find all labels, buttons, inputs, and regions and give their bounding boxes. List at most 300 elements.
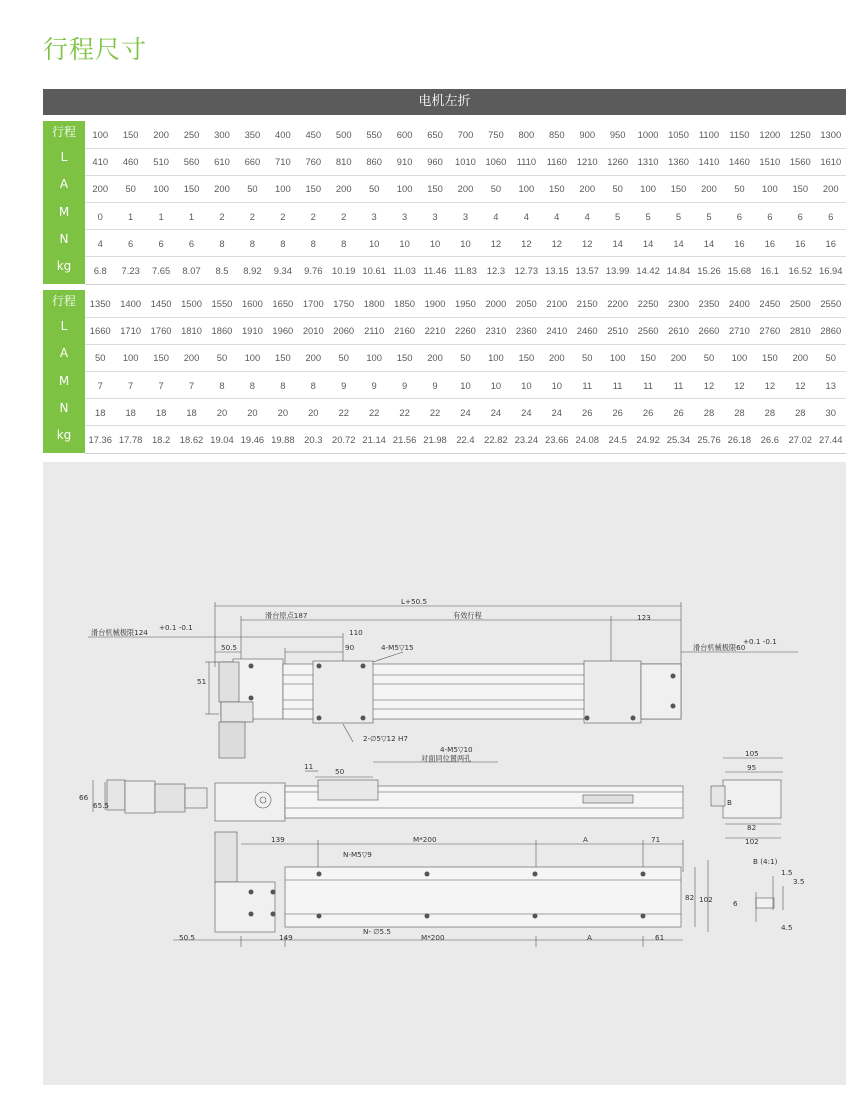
dim-m200-top: M*200 (413, 835, 437, 844)
drawing-panel (43, 462, 846, 1085)
cell-kg: 15.68 (724, 257, 754, 284)
label-opposite-holes: 对面同位置两孔 (421, 754, 472, 763)
cell-L: 1360 (663, 148, 693, 175)
cell-stroke: 2450 (755, 290, 785, 317)
label-m5-10-holes: 4-M5▽10 (440, 745, 473, 754)
dim-a-top: A (583, 835, 588, 844)
cell-M: 7 (85, 372, 115, 399)
cell-L: 2660 (694, 317, 724, 344)
cell-stroke: 750 (481, 121, 511, 148)
cell-N: 14 (663, 230, 693, 257)
cell-stroke: 500 (329, 121, 359, 148)
cell-A: 150 (389, 344, 419, 371)
cell-N: 28 (755, 399, 785, 426)
cell-kg: 18.62 (176, 426, 206, 453)
cell-stroke: 200 (146, 121, 176, 148)
cell-stroke: 2050 (511, 290, 541, 317)
cell-N: 18 (85, 399, 115, 426)
cell-M: 7 (115, 372, 145, 399)
cell-L: 1310 (633, 148, 663, 175)
cell-N: 26 (663, 399, 693, 426)
dim-50-5-top: 50.5 (221, 643, 238, 652)
cell-kg: 23.66 (542, 426, 572, 453)
cell-A: 50 (85, 344, 115, 371)
cell-A: 50 (602, 175, 632, 202)
cell-N: 22 (389, 399, 419, 426)
cell-L: 560 (176, 148, 206, 175)
cell-kg: 26.18 (724, 426, 754, 453)
cell-N: 10 (420, 230, 450, 257)
cell-L: 2210 (420, 317, 450, 344)
cell-L: 1810 (176, 317, 206, 344)
cell-L: 710 (268, 148, 298, 175)
cell-M: 12 (724, 372, 754, 399)
cell-N: 6 (115, 230, 145, 257)
cell-stroke: 2150 (572, 290, 602, 317)
cell-stroke: 1500 (176, 290, 206, 317)
cell-A: 200 (663, 344, 693, 371)
cell-M: 12 (785, 372, 815, 399)
cell-A: 150 (420, 175, 450, 202)
cell-stroke: 350 (237, 121, 267, 148)
cell-M: 8 (237, 372, 267, 399)
cell-M: 8 (207, 372, 237, 399)
cell-stroke: 850 (542, 121, 572, 148)
cell-stroke: 100 (85, 121, 115, 148)
cell-M: 0 (85, 203, 115, 230)
cell-M: 6 (755, 203, 785, 230)
dim-50: 50 (335, 767, 345, 776)
cell-L: 960 (420, 148, 450, 175)
cell-N: 8 (329, 230, 359, 257)
cell-A: 50 (115, 175, 145, 202)
cell-M: 10 (481, 372, 511, 399)
cell-N: 8 (207, 230, 237, 257)
cell-N: 26 (572, 399, 602, 426)
row-M (43, 203, 846, 230)
cell-M: 11 (633, 372, 663, 399)
cell-kg: 20.72 (329, 426, 359, 453)
dim-82-bottom: 82 (685, 893, 695, 902)
cell-kg: 14.84 (663, 257, 693, 284)
label-m5-holes: 4-M5▽15 (381, 643, 414, 652)
cell-A: 150 (176, 175, 206, 202)
cell-N: 12 (572, 230, 602, 257)
cell-A: 100 (481, 344, 511, 371)
cell-L: 2160 (389, 317, 419, 344)
cell-stroke: 2550 (816, 290, 847, 317)
section-banner: 电机左折 (43, 89, 846, 115)
cell-M: 5 (602, 203, 632, 230)
cell-M: 4 (481, 203, 511, 230)
cell-N: 12 (481, 230, 511, 257)
dim-82-end: 82 (747, 823, 757, 832)
row-A (43, 175, 846, 202)
dim-71: 71 (651, 835, 661, 844)
cell-M: 1 (146, 203, 176, 230)
cell-kg: 22.82 (481, 426, 511, 453)
dim-110: 110 (349, 628, 363, 637)
dimension-drawing (43, 462, 846, 1085)
row-label: 行程 (43, 290, 85, 317)
cell-L: 1960 (268, 317, 298, 344)
cell-kg: 7.65 (146, 257, 176, 284)
cell-A: 100 (146, 175, 176, 202)
cell-M: 12 (755, 372, 785, 399)
cell-M: 13 (816, 372, 847, 399)
cell-kg: 23.24 (511, 426, 541, 453)
row-kg (43, 426, 846, 453)
cell-stroke: 2400 (724, 290, 754, 317)
cell-A: 200 (542, 344, 572, 371)
cell-A: 200 (785, 344, 815, 371)
cell-stroke: 1750 (329, 290, 359, 317)
cell-kg: 9.34 (268, 257, 298, 284)
cell-L: 1710 (115, 317, 145, 344)
cell-L: 2110 (359, 317, 389, 344)
cell-kg: 20.3 (298, 426, 328, 453)
cell-M: 6 (816, 203, 847, 230)
cell-L: 1660 (85, 317, 115, 344)
cell-stroke: 1400 (115, 290, 145, 317)
cell-N: 28 (724, 399, 754, 426)
cell-stroke: 250 (176, 121, 206, 148)
dim-total-length: L+50.5 (401, 597, 428, 606)
cell-N: 18 (146, 399, 176, 426)
cell-L: 460 (115, 148, 145, 175)
cell-N: 12 (511, 230, 541, 257)
cell-A: 150 (785, 175, 815, 202)
cell-stroke: 1250 (785, 121, 815, 148)
cell-A: 50 (481, 175, 511, 202)
cell-stroke: 1300 (816, 121, 847, 148)
cell-M: 11 (663, 372, 693, 399)
cell-A: 100 (511, 175, 541, 202)
cell-kg: 13.99 (602, 257, 632, 284)
cell-stroke: 2000 (481, 290, 511, 317)
dim-66: 66 (79, 793, 89, 802)
cell-stroke: 1100 (694, 121, 724, 148)
cell-A: 150 (663, 175, 693, 202)
row-stroke (43, 121, 846, 148)
cell-L: 2410 (542, 317, 572, 344)
cell-M: 1 (176, 203, 206, 230)
cell-N: 10 (450, 230, 480, 257)
cell-N: 20 (237, 399, 267, 426)
row-label: 行程 (43, 121, 85, 148)
cell-M: 3 (359, 203, 389, 230)
dim-3-5: 3.5 (793, 877, 805, 886)
cell-stroke: 550 (359, 121, 389, 148)
dim-a-bottom: A (587, 933, 592, 942)
cell-L: 910 (389, 148, 419, 175)
dim-origin: 滑台原点187 (265, 611, 308, 620)
cell-L: 860 (359, 148, 389, 175)
cell-kg: 25.34 (663, 426, 693, 453)
cell-stroke: 2250 (633, 290, 663, 317)
cell-A: 50 (359, 175, 389, 202)
dim-effective-stroke: 有效行程 (453, 611, 482, 620)
row-N (43, 230, 846, 257)
cell-M: 2 (268, 203, 298, 230)
row-label: A (43, 344, 85, 371)
cell-stroke: 1650 (268, 290, 298, 317)
cell-kg: 7.23 (115, 257, 145, 284)
cell-stroke: 600 (389, 121, 419, 148)
cell-stroke: 1700 (298, 290, 328, 317)
cell-A: 50 (694, 344, 724, 371)
cell-L: 1410 (694, 148, 724, 175)
cell-M: 8 (268, 372, 298, 399)
cell-N: 28 (694, 399, 724, 426)
cell-kg: 8.92 (237, 257, 267, 284)
dim-95: 95 (747, 763, 757, 772)
cell-N: 10 (359, 230, 389, 257)
cell-L: 1060 (481, 148, 511, 175)
cell-M: 2 (237, 203, 267, 230)
cell-A: 150 (146, 344, 176, 371)
cell-N: 18 (115, 399, 145, 426)
cell-N: 22 (359, 399, 389, 426)
cell-N: 10 (389, 230, 419, 257)
cell-A: 50 (724, 175, 754, 202)
cell-N: 24 (481, 399, 511, 426)
cell-L: 1110 (511, 148, 541, 175)
cell-L: 2860 (816, 317, 847, 344)
dim-left-limit-tol: +0.1 -0.1 (159, 623, 193, 632)
row-L (43, 148, 846, 175)
row-label: M (43, 372, 85, 399)
cell-L: 1010 (450, 148, 480, 175)
cell-kg: 6.8 (85, 257, 115, 284)
cell-kg: 8.5 (207, 257, 237, 284)
cell-L: 2710 (724, 317, 754, 344)
dim-102-bottom: 102 (699, 895, 713, 904)
cell-L: 2510 (602, 317, 632, 344)
cell-M: 10 (450, 372, 480, 399)
cell-A: 150 (511, 344, 541, 371)
cell-N: 20 (268, 399, 298, 426)
cell-kg: 14.42 (633, 257, 663, 284)
cell-kg: 22.4 (450, 426, 480, 453)
cell-N: 6 (146, 230, 176, 257)
dim-139: 139 (271, 835, 285, 844)
cell-N: 16 (785, 230, 815, 257)
cell-kg: 11.83 (450, 257, 480, 284)
dim-149: 149 (279, 933, 293, 942)
cell-L: 1560 (785, 148, 815, 175)
cell-kg: 17.36 (85, 426, 115, 453)
cell-L: 1160 (542, 148, 572, 175)
cell-L: 410 (85, 148, 115, 175)
row-label: M (43, 203, 85, 230)
cell-N: 8 (237, 230, 267, 257)
cell-kg: 21.56 (389, 426, 419, 453)
cell-A: 150 (633, 344, 663, 371)
dim-65-5: 65.5 (93, 801, 110, 810)
cell-L: 610 (207, 148, 237, 175)
row-kg (43, 257, 846, 284)
row-label: kg (43, 426, 85, 453)
cell-A: 150 (542, 175, 572, 202)
cell-M: 3 (450, 203, 480, 230)
side-view (93, 758, 783, 838)
cell-A: 50 (207, 344, 237, 371)
cell-M: 3 (420, 203, 450, 230)
cell-A: 100 (755, 175, 785, 202)
cell-stroke: 2500 (785, 290, 815, 317)
cell-A: 150 (268, 344, 298, 371)
cell-A: 200 (572, 175, 602, 202)
cell-N: 14 (694, 230, 724, 257)
cell-kg: 19.88 (268, 426, 298, 453)
cell-A: 50 (450, 344, 480, 371)
cell-L: 2360 (511, 317, 541, 344)
cell-kg: 21.98 (420, 426, 450, 453)
cell-L: 2810 (785, 317, 815, 344)
cell-L: 1760 (146, 317, 176, 344)
cell-kg: 27.02 (785, 426, 815, 453)
cell-L: 1460 (724, 148, 754, 175)
cell-kg: 16.52 (785, 257, 815, 284)
stroke-table-1 (43, 121, 846, 285)
top-view (88, 602, 798, 758)
cell-kg: 25.76 (694, 426, 724, 453)
cell-M: 9 (420, 372, 450, 399)
cell-stroke: 300 (207, 121, 237, 148)
cell-N: 24 (542, 399, 572, 426)
cell-stroke: 2200 (602, 290, 632, 317)
detail-title: B (4:1) (753, 857, 778, 866)
dim-1-5: 1.5 (781, 868, 793, 877)
cell-stroke: 450 (298, 121, 328, 148)
cell-N: 6 (176, 230, 206, 257)
cell-N: 8 (268, 230, 298, 257)
row-M (43, 372, 846, 399)
cell-L: 510 (146, 148, 176, 175)
cell-M: 4 (511, 203, 541, 230)
cell-A: 50 (237, 175, 267, 202)
dim-6: 6 (733, 899, 738, 908)
cell-N: 14 (633, 230, 663, 257)
row-label: L (43, 317, 85, 344)
cell-stroke: 1950 (450, 290, 480, 317)
cell-A: 100 (237, 344, 267, 371)
row-label: kg (43, 257, 85, 284)
cell-N: 30 (816, 399, 847, 426)
cell-A: 100 (389, 175, 419, 202)
cell-M: 9 (359, 372, 389, 399)
label-n-m5: N-M5▽9 (343, 850, 372, 859)
dim-11: 11 (304, 762, 314, 771)
cell-kg: 24.92 (633, 426, 663, 453)
cell-L: 2060 (329, 317, 359, 344)
label-pin-holes: 2-∅5▽12 H7 (363, 734, 408, 743)
dim-90: 90 (345, 643, 355, 652)
cell-L: 1510 (755, 148, 785, 175)
cell-stroke: 1450 (146, 290, 176, 317)
dim-51: 51 (197, 677, 207, 686)
cell-stroke: 650 (420, 121, 450, 148)
cell-N: 8 (298, 230, 328, 257)
cell-N: 14 (602, 230, 632, 257)
dim-left-limit: 滑台机械极限124 (91, 628, 148, 637)
cell-M: 5 (694, 203, 724, 230)
cell-M: 6 (724, 203, 754, 230)
cell-kg: 13.15 (542, 257, 572, 284)
cell-M: 2 (207, 203, 237, 230)
dim-right-limit-tol: +0.1 -0.1 (743, 637, 777, 646)
cell-M: 2 (329, 203, 359, 230)
cell-A: 100 (633, 175, 663, 202)
cell-A: 100 (268, 175, 298, 202)
cell-kg: 11.03 (389, 257, 419, 284)
cell-stroke: 1200 (755, 121, 785, 148)
row-label: L (43, 148, 85, 175)
cell-L: 810 (329, 148, 359, 175)
cell-stroke: 1600 (237, 290, 267, 317)
cell-stroke: 1850 (389, 290, 419, 317)
cell-stroke: 950 (602, 121, 632, 148)
cell-N: 18 (176, 399, 206, 426)
cell-stroke: 150 (115, 121, 145, 148)
cell-L: 2760 (755, 317, 785, 344)
cell-A: 200 (207, 175, 237, 202)
cell-stroke: 1050 (663, 121, 693, 148)
cell-stroke: 1150 (724, 121, 754, 148)
row-N (43, 399, 846, 426)
cell-M: 1 (115, 203, 145, 230)
cell-kg: 24.08 (572, 426, 602, 453)
cell-N: 16 (816, 230, 847, 257)
cell-N: 26 (602, 399, 632, 426)
cell-L: 660 (237, 148, 267, 175)
cell-N: 20 (298, 399, 328, 426)
cell-L: 2460 (572, 317, 602, 344)
cell-kg: 24.5 (602, 426, 632, 453)
cell-N: 28 (785, 399, 815, 426)
cell-stroke: 900 (572, 121, 602, 148)
cell-N: 16 (724, 230, 754, 257)
cell-A: 100 (115, 344, 145, 371)
dim-m200-bottom: M*200 (421, 933, 445, 942)
cell-M: 4 (542, 203, 572, 230)
cell-kg: 10.61 (359, 257, 389, 284)
cell-stroke: 1000 (633, 121, 663, 148)
cell-N: 22 (420, 399, 450, 426)
cell-A: 100 (724, 344, 754, 371)
dim-102-end: 102 (745, 837, 759, 846)
cell-L: 1210 (572, 148, 602, 175)
cell-A: 200 (816, 175, 847, 202)
cell-kg: 15.26 (694, 257, 724, 284)
cell-kg: 21.14 (359, 426, 389, 453)
cell-A: 100 (602, 344, 632, 371)
cell-kg: 9.76 (298, 257, 328, 284)
cell-stroke: 2350 (694, 290, 724, 317)
cell-kg: 17.78 (115, 426, 145, 453)
cell-A: 200 (450, 175, 480, 202)
cell-kg: 8.07 (176, 257, 206, 284)
dim-4-5: 4.5 (781, 923, 793, 932)
cell-kg: 27.44 (816, 426, 847, 453)
cell-M: 7 (146, 372, 176, 399)
row-label: A (43, 175, 85, 202)
cell-kg: 16.94 (816, 257, 847, 284)
cell-L: 2560 (633, 317, 663, 344)
cell-stroke: 1550 (207, 290, 237, 317)
cell-M: 6 (785, 203, 815, 230)
